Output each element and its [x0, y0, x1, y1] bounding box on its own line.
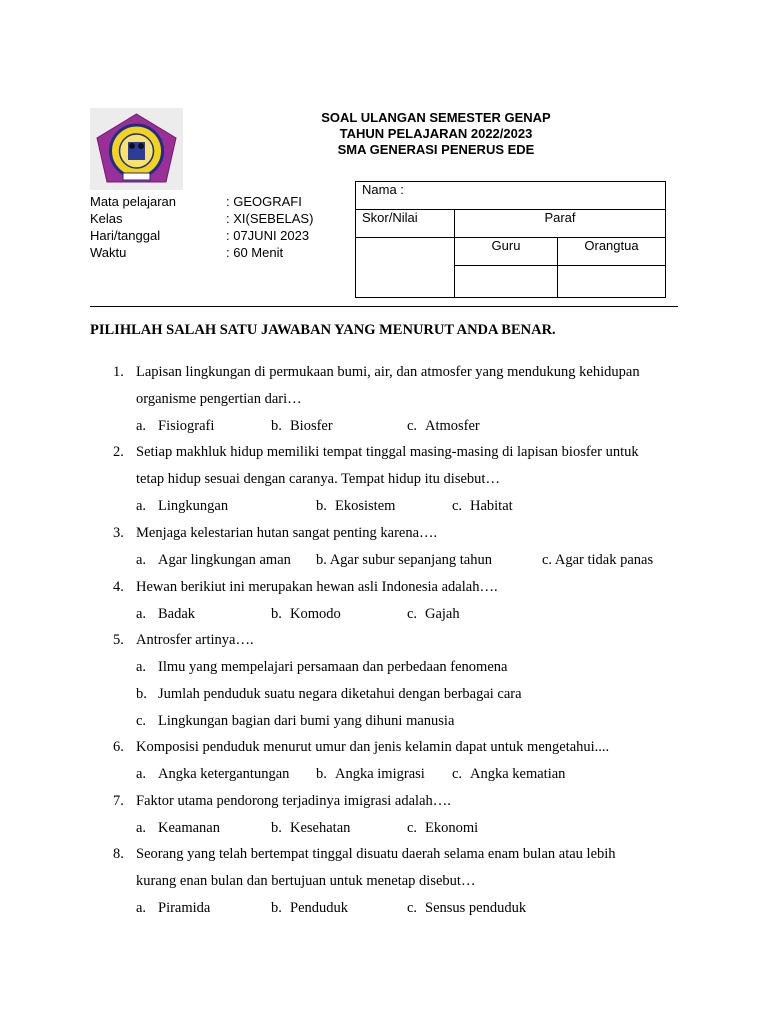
- option-b[interactable]: b. Agar subur sepanjang tahun: [316, 552, 492, 568]
- option-a[interactable]: Ilmu yang mempelajari persamaan dan perbedaan fenomena: [158, 659, 508, 675]
- option-letter: b.: [271, 606, 282, 622]
- score-label: Skor/Nilai: [356, 210, 455, 238]
- question-text: Menjaga kelestarian hutan sangat penting karena….: [136, 525, 438, 541]
- option-a[interactable]: Fisiografi: [158, 418, 215, 434]
- exam-header: [256, 110, 616, 158]
- option-letter: c.: [136, 713, 147, 729]
- option-letter: a.: [136, 820, 147, 836]
- question-number: 3.: [113, 525, 124, 541]
- option-b[interactable]: Jumlah penduduk suatu negara diketahui dengan berbagai cara: [158, 686, 522, 702]
- parent-signature-box[interactable]: [558, 266, 666, 298]
- question-text: Setiap makhluk hidup memiliki tempat tinggal masing-masing di lapisan biosfer untuk: [136, 444, 639, 460]
- info-label: Hari/tanggal: [90, 228, 161, 243]
- option-letter: c.: [452, 766, 463, 782]
- option-a[interactable]: Agar lingkungan aman: [158, 552, 291, 568]
- info-label: Mata pelajaran: [90, 194, 176, 209]
- option-letter: a.: [136, 766, 147, 782]
- option-letter: b.: [271, 418, 282, 434]
- question-number: 8.: [113, 846, 124, 862]
- instruction-text: PILIHLAH SALAH SATU JAWABAN YANG MENURUT ANDA BENAR.: [90, 322, 556, 338]
- question-number: 6.: [113, 739, 124, 755]
- option-letter: a.: [136, 418, 147, 434]
- option-letter: c.: [452, 498, 463, 514]
- info-value: : 07JUNI 2023: [226, 228, 310, 243]
- info-value: : 60 Menit: [226, 245, 284, 260]
- score-table: [355, 181, 666, 298]
- option-b[interactable]: Biosfer: [290, 418, 333, 434]
- option-b[interactable]: Angka imigrasi: [335, 766, 425, 782]
- option-a[interactable]: Angka ketergantungan: [158, 766, 290, 782]
- option-letter: c.: [407, 900, 418, 916]
- option-letter: b.: [271, 820, 282, 836]
- option-letter: a.: [136, 659, 147, 675]
- info-label: Waktu: [90, 245, 127, 260]
- option-letter: b.: [316, 498, 327, 514]
- question-number: 4.: [113, 579, 124, 595]
- option-a[interactable]: Piramida: [158, 900, 211, 916]
- option-b[interactable]: Ekosistem: [335, 498, 396, 514]
- question-text: tetap hidup sesuai dengan caranya. Tempat hidup itu disebut…: [136, 471, 500, 487]
- question-text: Lapisan lingkungan di permukaan bumi, air, dan atmosfer yang mendukung kehidupan: [136, 364, 640, 380]
- question-text: organisme pengertian dari…: [136, 391, 302, 407]
- parent-label: Orangtua: [558, 238, 666, 266]
- option-letter: a.: [136, 498, 147, 514]
- option-a[interactable]: Badak: [158, 606, 196, 622]
- question-text: Faktor utama pendorong terjadinya imigrasi adalah….: [136, 793, 451, 809]
- option-b[interactable]: Kesehatan: [290, 820, 351, 836]
- option-c[interactable]: Habitat: [470, 498, 513, 514]
- option-letter: c.: [407, 820, 418, 836]
- question-text: Antrosfer artinya….: [136, 632, 254, 648]
- question-number: 7.: [113, 793, 124, 809]
- signature-label: Paraf: [455, 210, 666, 238]
- option-c[interactable]: Lingkungan bagian dari bumi yang dihuni manusia: [158, 713, 455, 729]
- question-number: 5.: [113, 632, 124, 648]
- teacher-signature-box[interactable]: [455, 266, 558, 298]
- option-letter: c.: [407, 418, 418, 434]
- question-text: Komposisi penduduk menurut umur dan jenis kelamin dapat untuk mengetahui....: [136, 739, 610, 755]
- option-letter: a.: [136, 606, 147, 622]
- option-letter: c.: [407, 606, 418, 622]
- question-text: Seorang yang telah bertempat tinggal disuatu daerah selama enam bulan atau lebih: [136, 846, 616, 862]
- option-letter: a.: [136, 552, 147, 568]
- header-title: SOAL ULANGAN SEMESTER GENAP: [321, 110, 551, 125]
- option-c[interactable]: Gajah: [425, 606, 460, 622]
- option-b[interactable]: Komodo: [290, 606, 341, 622]
- option-a[interactable]: Keamanan: [158, 820, 220, 836]
- info-value: : XI(SEBELAS): [226, 211, 314, 226]
- header-divider: [90, 306, 678, 307]
- option-c[interactable]: Atmosfer: [425, 418, 480, 434]
- name-field[interactable]: Nama :: [356, 182, 666, 210]
- option-c[interactable]: Angka kematian: [470, 766, 566, 782]
- header-school: SMA GENERASI PENERUS EDE: [337, 142, 535, 157]
- question-text: Hewan berikiut ini merupakan hewan asli Indonesia adalah….: [136, 579, 498, 595]
- option-b[interactable]: Penduduk: [290, 900, 348, 916]
- option-letter: b.: [316, 766, 327, 782]
- option-c[interactable]: Ekonomi: [425, 820, 479, 836]
- header-year: TAHUN PELAJARAN 2022/2023: [339, 126, 533, 141]
- teacher-label: Guru: [455, 238, 558, 266]
- question-number: 2.: [113, 444, 124, 460]
- question-text: kurang enan bulan dan bertujuan untuk menetap disebut…: [136, 873, 476, 889]
- question-number: 1.: [113, 364, 124, 380]
- option-letter: b.: [271, 900, 282, 916]
- option-letter: a.: [136, 900, 147, 916]
- info-value: : GEOGRAFI: [226, 194, 302, 209]
- option-c[interactable]: Sensus penduduk: [425, 900, 527, 916]
- option-c[interactable]: c. Agar tidak panas: [542, 552, 654, 568]
- option-letter: b.: [136, 686, 147, 702]
- score-box[interactable]: [356, 238, 455, 298]
- option-a[interactable]: Lingkungan: [158, 498, 229, 514]
- info-label: Kelas: [90, 211, 123, 226]
- school-logo: [90, 108, 183, 190]
